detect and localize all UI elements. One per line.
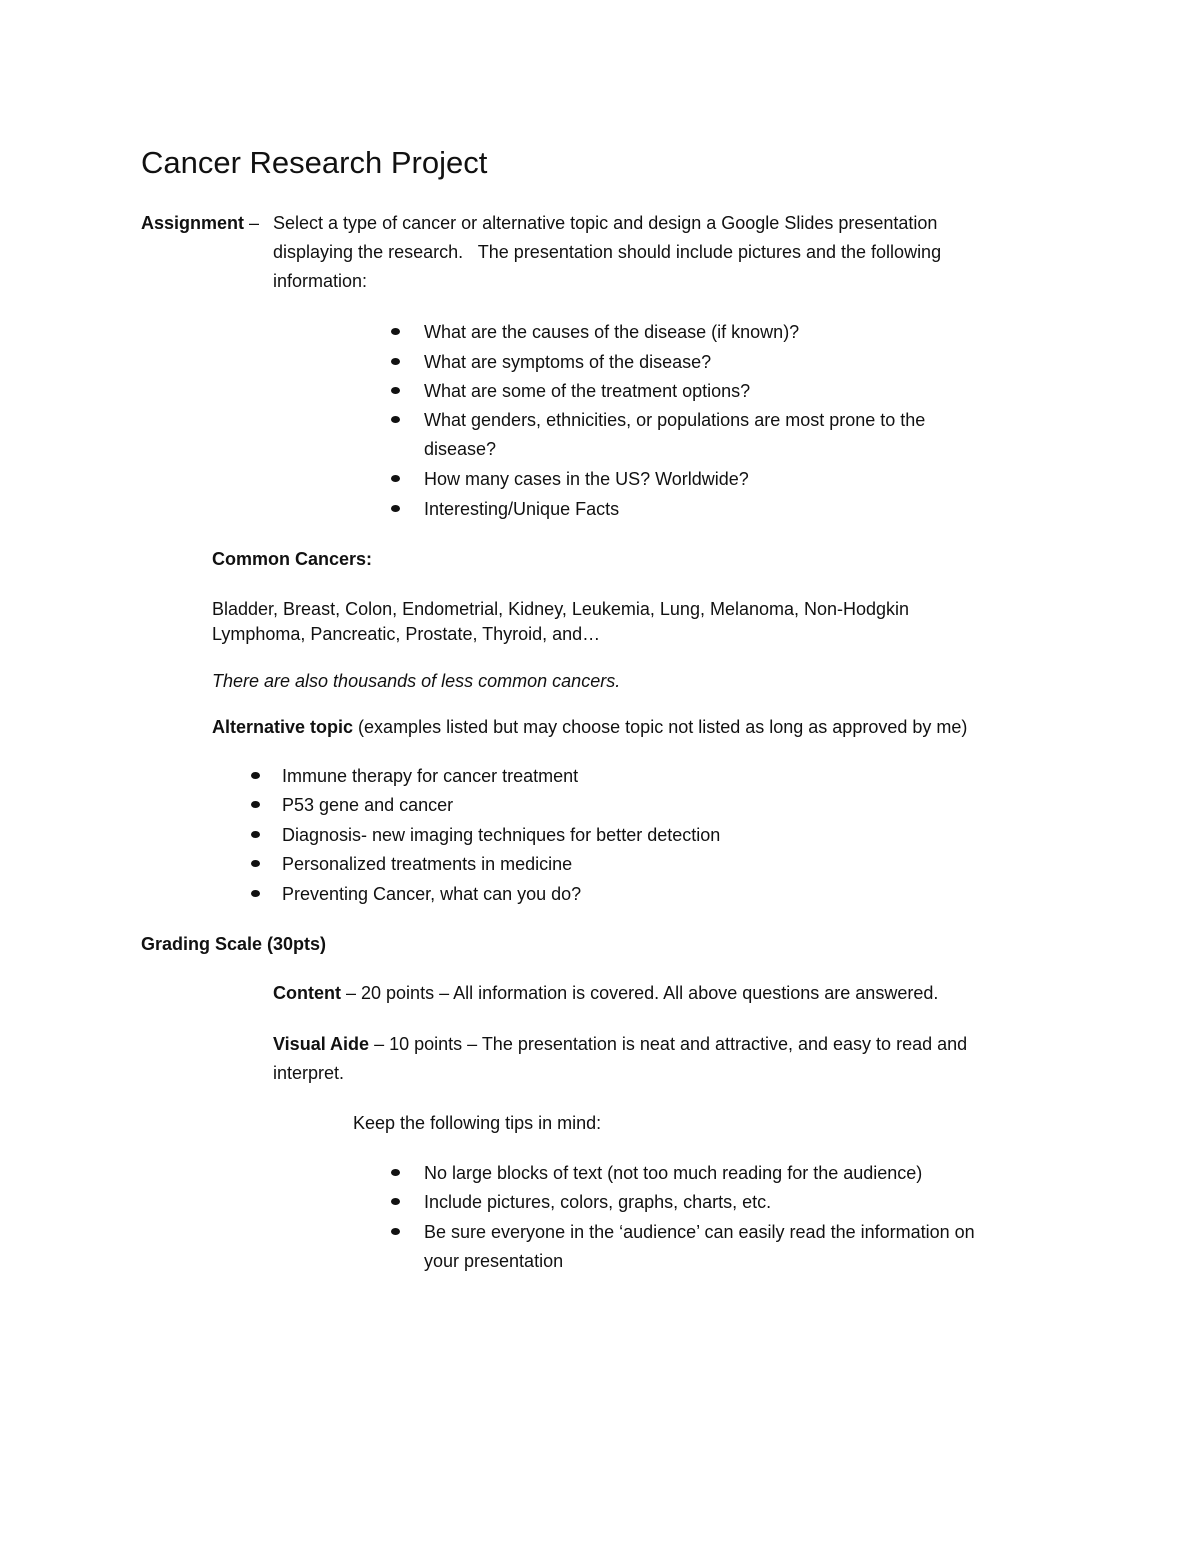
tips-heading: Keep the following tips in mind: [353, 1113, 602, 1133]
grading-visual-line [273, 1033, 967, 1055]
bullet-dot [251, 831, 260, 838]
alternative-topic-heading: Alternative topic [212, 717, 354, 737]
bullet-dot [391, 1169, 400, 1176]
bullet-dot [391, 328, 400, 335]
bullet-dot [391, 387, 400, 394]
assignment-line-1 [141, 212, 259, 234]
assignment-label: Assignment [141, 213, 245, 233]
question-item: What are the causes of the disease (if known)? [424, 322, 800, 342]
grading-visual-text: – 10 points – The presentation is neat and attractive, and easy to read and [374, 1034, 968, 1054]
bullet-dot [391, 475, 400, 482]
alternative-topic-line [212, 716, 967, 738]
question-item: What are some of the treatment options? [424, 381, 751, 401]
alternative-topic-subtext: (examples listed but may choose topic not listed as long as approved by me) [358, 717, 968, 737]
common-cancers-note: There are also thousands of less common cancers. [212, 671, 621, 691]
assignment-text-2: displaying the research. The presentation should include pictures and the following [273, 242, 942, 262]
tip-item-continued: your presentation [424, 1251, 564, 1271]
bullet-dot [391, 358, 400, 365]
alternative-item: Personalized treatments in medicine [282, 854, 573, 874]
grading-content-line [273, 982, 938, 1004]
common-cancers-heading: Common Cancers: [212, 549, 373, 569]
page-title: Cancer Research Project [141, 145, 488, 180]
grading-content-text: – 20 points – All information is covered. All above questions are answered. [346, 983, 939, 1003]
bullet-dot [251, 860, 260, 867]
grading-heading: Grading Scale (30pts) [141, 934, 327, 954]
question-item: How many cases in the US? Worldwide? [424, 469, 749, 489]
grading-visual-text-continued: interpret. [273, 1063, 345, 1083]
tip-item: Be sure everyone in the ‘audience’ can easily read the information on [424, 1222, 975, 1242]
alternative-item: Diagnosis- new imaging techniques for better detection [282, 825, 721, 845]
common-cancers-list-line-2: Lymphoma, Pancreatic, Prostate, Thyroid, and… [212, 624, 601, 644]
grading-content-label: Content [273, 983, 341, 1003]
grading-visual-label: Visual Aide [273, 1034, 370, 1054]
assignment-dash: – [249, 213, 260, 233]
bullet-dot [251, 890, 260, 897]
assignment-text-3: information: [273, 271, 368, 291]
tip-item: No large blocks of text (not too much reading for the audience) [424, 1163, 923, 1183]
question-item: What are symptoms of the disease? [424, 352, 712, 372]
common-cancers-list-line-1: Bladder, Breast, Colon, Endometrial, Kidney, Leukemia, Lung, Melanoma, Non-Hodgkin [212, 599, 910, 619]
bullet-dot [251, 801, 260, 808]
question-item: Interesting/Unique Facts [424, 499, 620, 519]
bullet-dot [391, 416, 400, 423]
question-item: What genders, ethnicities, or populations are most prone to the [424, 410, 926, 430]
alternative-item: Immune therapy for cancer treatment [282, 766, 579, 786]
bullet-dot [251, 772, 260, 779]
question-item-continued: disease? [424, 439, 497, 459]
bullet-dot [391, 1228, 400, 1235]
tip-item: Include pictures, colors, graphs, charts, etc. [424, 1192, 772, 1212]
assignment-text-1: Select a type of cancer or alternative topic and design a Google Slides presentation [273, 213, 938, 233]
alternative-item: Preventing Cancer, what can you do? [282, 884, 582, 904]
bullet-dot [391, 505, 400, 512]
alternative-item: P53 gene and cancer [282, 795, 454, 815]
bullet-dot [391, 1198, 400, 1205]
